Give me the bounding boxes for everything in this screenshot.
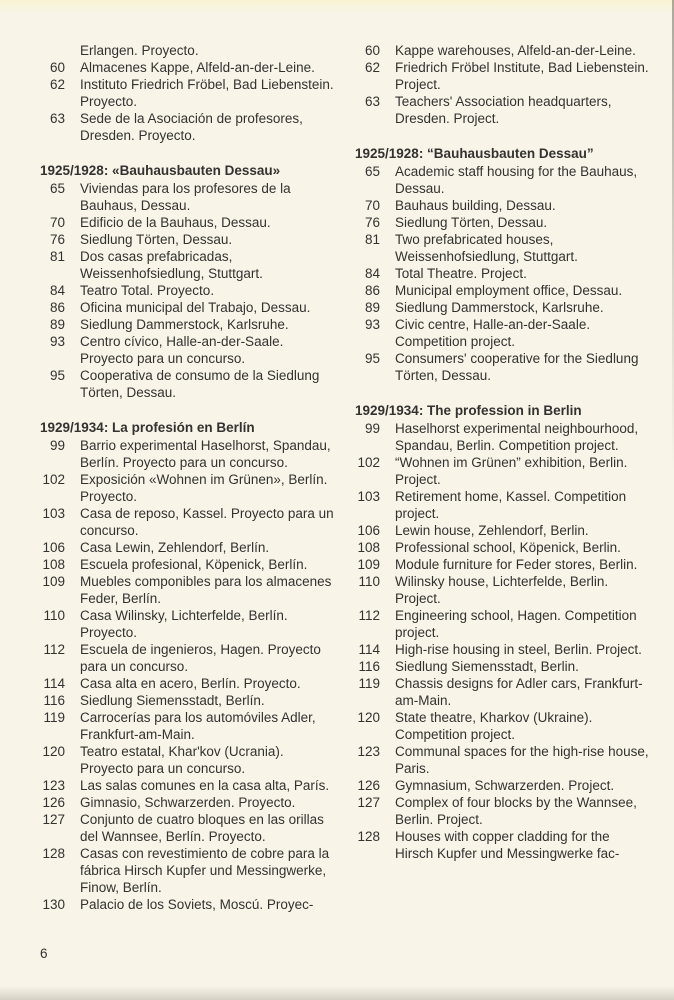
catalogue-entry bbox=[355, 488, 651, 522]
entry-text: State theatre, Kharkov (Ukraine). Competition project. bbox=[395, 710, 593, 742]
catalogue-entry bbox=[355, 163, 651, 197]
catalogue-entry bbox=[355, 197, 651, 214]
catalogue-entry bbox=[40, 845, 336, 896]
column-spanish bbox=[40, 42, 336, 913]
entry-text: Engineering school, Hagen. Competition project. bbox=[395, 608, 637, 640]
entry-text: Consumers' cooperative for the Siedlung Törten, Dessau. bbox=[395, 351, 639, 383]
section bbox=[40, 419, 336, 913]
entry-number: 62 bbox=[49, 77, 65, 92]
entry-text: Wilinsky house, Lichterfelde, Berlin. Project. bbox=[395, 574, 609, 606]
entry-text: Houses with copper cladding for the Hirsch Kupfer und Messingwerke fac- bbox=[395, 829, 620, 861]
entry-number: 81 bbox=[364, 232, 380, 247]
section bbox=[40, 42, 336, 144]
entry-number: 62 bbox=[364, 60, 380, 75]
entry-text: Casa Wilinsky, Lichterfelde, Berlín. Proyecto. bbox=[80, 608, 288, 640]
entry-text: Edificio de la Bauhaus, Dessau. bbox=[80, 215, 271, 230]
entry-text: Kappe warehouses, Alfeld-an-der-Leine. bbox=[395, 43, 636, 58]
entry-number: 128 bbox=[357, 829, 380, 844]
entry-number: 93 bbox=[364, 317, 380, 332]
catalogue-entry bbox=[355, 350, 651, 384]
catalogue-entry bbox=[355, 265, 651, 282]
entry-number: 112 bbox=[358, 608, 380, 623]
entry-number: 76 bbox=[49, 232, 65, 247]
catalogue-entry bbox=[40, 299, 336, 316]
catalogue-entry bbox=[40, 437, 336, 471]
entry-number: 76 bbox=[364, 215, 380, 230]
entry-text: Chassis designs for Adler cars, Frankfurt-am-Main. bbox=[395, 676, 643, 708]
catalogue-entry bbox=[355, 214, 651, 231]
entry-text: Dos casas prefabricadas, Weissenhofsiedlung, Stuttgart. bbox=[80, 249, 263, 281]
entry-number: 120 bbox=[42, 744, 65, 759]
entry-text: Sede de la Asociación de profesores, Dresden. Proyecto. bbox=[80, 111, 303, 143]
section-heading: 1925/1928: «Bauhausbauten Dessau» bbox=[40, 163, 281, 178]
entry-number: 112 bbox=[43, 642, 65, 657]
column-english bbox=[355, 42, 651, 913]
catalogue-entry bbox=[355, 709, 651, 743]
section bbox=[355, 42, 651, 127]
entry-number: 119 bbox=[358, 676, 380, 691]
entry-number: 109 bbox=[42, 574, 65, 589]
entry-text: Gymnasium, Schwarzerden. Project. bbox=[395, 778, 615, 793]
page-number: 6 bbox=[40, 946, 48, 961]
entry-number: 106 bbox=[357, 523, 380, 538]
catalogue-entry bbox=[40, 777, 336, 794]
entry-number: 93 bbox=[49, 334, 65, 349]
section-heading: 1929/1934: La profesión en Berlín bbox=[40, 420, 255, 435]
entry-number: 120 bbox=[357, 710, 380, 725]
entry-number: 89 bbox=[364, 300, 380, 315]
catalogue-entry bbox=[40, 59, 336, 76]
catalogue-entry bbox=[355, 522, 651, 539]
entry-text: Erlangen. Proyecto. bbox=[80, 43, 199, 58]
entry-number: 110 bbox=[43, 608, 65, 623]
entry-text: Carrocerías para los automóviles Adler, Frankfurt-am-Main. bbox=[80, 710, 316, 742]
entry-number: 114 bbox=[43, 676, 65, 691]
entry-text: Siedlung Siemensstadt, Berlín. bbox=[80, 693, 265, 708]
catalogue-entry bbox=[40, 692, 336, 709]
entry-text: “Wohnen im Grünen” exhibition, Berlin. Project. bbox=[395, 455, 628, 487]
entry-number: 130 bbox=[42, 897, 65, 912]
section bbox=[40, 162, 336, 401]
entry-number: 108 bbox=[357, 540, 380, 555]
entry-text: Total Theatre. Project. bbox=[395, 266, 527, 281]
entry-text: Gimnasio, Schwarzerden. Proyecto. bbox=[80, 795, 296, 810]
section bbox=[355, 402, 651, 862]
catalogue-entry bbox=[355, 59, 651, 93]
entry-text: Friedrich Fröbel Institute, Bad Liebenstein. Project. bbox=[395, 60, 649, 92]
catalogue-entry bbox=[40, 282, 336, 299]
entry-number: 103 bbox=[357, 489, 380, 504]
catalogue-entry bbox=[355, 454, 651, 488]
entry-text: Viviendas para los profesores de la Bauhaus, Dessau. bbox=[80, 181, 291, 213]
entry-number: 123 bbox=[357, 744, 380, 759]
catalogue-entry bbox=[355, 607, 651, 641]
entry-number: 102 bbox=[357, 455, 380, 470]
entry-number: 95 bbox=[49, 368, 65, 383]
entry-text: Casa de reposo, Kassel. Proyecto para un concurso. bbox=[80, 506, 334, 538]
catalogue-entry bbox=[40, 110, 336, 144]
entry-text: Siedlung Dammerstock, Karlsruhe. bbox=[395, 300, 604, 315]
entry-number: 110 bbox=[358, 574, 380, 589]
catalogue-entry bbox=[355, 573, 651, 607]
catalogue-entry bbox=[355, 828, 651, 862]
catalogue-entry bbox=[355, 675, 651, 709]
entry-text: Exposición «Wohnen im Grünen», Berlín. Proyecto. bbox=[80, 472, 328, 504]
entry-text: Retirement home, Kassel. Competition project. bbox=[395, 489, 627, 521]
catalogue-entry bbox=[355, 658, 651, 675]
catalogue-entry bbox=[40, 248, 336, 282]
catalogue-entry bbox=[40, 641, 336, 675]
catalogue-entry bbox=[40, 214, 336, 231]
catalogue-entry bbox=[40, 794, 336, 811]
catalogue-entry bbox=[355, 743, 651, 777]
entry-text: Academic staff housing for the Bauhaus, Dessau. bbox=[395, 164, 638, 196]
catalogue-entry bbox=[40, 471, 336, 505]
entry-number: 70 bbox=[49, 215, 65, 230]
entry-text: Haselhorst experimental neighbourhood, Spandau, Berlin. Competition project. bbox=[395, 421, 639, 453]
entry-number: 102 bbox=[42, 472, 65, 487]
catalogue-entry bbox=[40, 180, 336, 214]
catalogue-entry bbox=[40, 539, 336, 556]
catalogue-entry bbox=[40, 709, 336, 743]
catalogue-entry bbox=[40, 505, 336, 539]
scan-edge-artifact-bottom bbox=[0, 986, 674, 1000]
entry-text: Lewin house, Zehlendorf, Berlin. bbox=[395, 523, 589, 538]
catalogue-entry bbox=[355, 299, 651, 316]
entry-number: 86 bbox=[364, 283, 380, 298]
entry-text: Almacenes Kappe, Alfeld-an-der-Leine. bbox=[80, 60, 315, 75]
entry-text: Municipal employment office, Dessau. bbox=[395, 283, 623, 298]
entry-text: Oficina municipal del Trabajo, Dessau. bbox=[80, 300, 311, 315]
catalogue-entry bbox=[40, 333, 336, 367]
catalogue-entry bbox=[355, 231, 651, 265]
entry-number: 70 bbox=[364, 198, 380, 213]
catalogue-entry bbox=[355, 794, 651, 828]
entry-text: Cooperativa de consumo de la Siedlung Törten, Dessau. bbox=[80, 368, 320, 400]
entry-number: 89 bbox=[49, 317, 65, 332]
entry-text: Teatro Total. Proyecto. bbox=[80, 283, 215, 298]
catalogue-entry bbox=[355, 316, 651, 350]
catalogue-entry bbox=[355, 556, 651, 573]
entry-number: 84 bbox=[49, 283, 65, 298]
entry-text: Module furniture for Feder stores, Berlin. bbox=[395, 557, 638, 572]
catalogue-entry bbox=[40, 231, 336, 248]
entry-number: 81 bbox=[49, 249, 65, 264]
entry-text: Bauhaus building, Dessau. bbox=[395, 198, 556, 213]
entry-number: 126 bbox=[357, 778, 380, 793]
entry-number: 106 bbox=[42, 540, 65, 555]
entry-text: Las salas comunes en la casa alta, París. bbox=[80, 778, 330, 793]
entry-number: 108 bbox=[42, 557, 65, 572]
entry-number: 128 bbox=[42, 846, 65, 861]
entry-number: 119 bbox=[43, 710, 65, 725]
entry-number: 63 bbox=[49, 111, 65, 126]
entry-number: 65 bbox=[49, 181, 65, 196]
entry-number bbox=[40, 42, 65, 59]
entry-text: Centro cívico, Halle-an-der-Saale. Proyecto para un concurso. bbox=[80, 334, 284, 366]
catalogue-entry bbox=[40, 316, 336, 333]
entry-text: Complex of four blocks by the Wannsee, Berlin. Project. bbox=[395, 795, 637, 827]
entry-text: Teatro estatal, Khar'kov (Ucrania). Proyecto para un concurso. bbox=[80, 744, 284, 776]
entry-text: Teachers' Association headquarters, Dresden. Project. bbox=[395, 94, 612, 126]
catalogue-entry bbox=[40, 811, 336, 845]
catalogue-entry bbox=[40, 76, 336, 110]
entry-text: Casas con revestimiento de cobre para la fábrica Hirsch Kupfer und Messingwerke, Finow, Berlín. bbox=[80, 846, 330, 895]
entry-number: 60 bbox=[49, 60, 65, 75]
entry-number: 99 bbox=[49, 438, 65, 453]
entry-number: 60 bbox=[364, 43, 380, 58]
catalogue-entry bbox=[40, 42, 336, 59]
entry-text: Barrio experimental Haselhorst, Spandau, Berlín. Proyecto para un concurso. bbox=[80, 438, 331, 470]
catalogue-entry bbox=[355, 641, 651, 658]
catalogue-entry bbox=[355, 282, 651, 299]
entry-number: 99 bbox=[364, 421, 380, 436]
catalogue-entry bbox=[40, 556, 336, 573]
entry-number: 103 bbox=[42, 506, 65, 521]
catalogue-entry bbox=[40, 896, 336, 913]
entry-text: Siedlung Törten, Dessau. bbox=[395, 215, 548, 230]
entry-number: 116 bbox=[358, 659, 380, 674]
catalogue-entry bbox=[40, 675, 336, 692]
catalogue-entry bbox=[355, 420, 651, 454]
entry-text: Palacio de los Soviets, Moscú. Proyec- bbox=[80, 897, 314, 912]
entry-number: 126 bbox=[42, 795, 65, 810]
catalogue-entry bbox=[40, 367, 336, 401]
entry-number: 116 bbox=[43, 693, 65, 708]
entry-text: Instituto Friedrich Fröbel, Bad Liebenstein. Proyecto. bbox=[80, 77, 334, 109]
catalogue-entry bbox=[40, 607, 336, 641]
entry-number: 109 bbox=[357, 557, 380, 572]
entry-number: 127 bbox=[42, 812, 65, 827]
entry-text: Conjunto de cuatro bloques en las orillas del Wannsee, Berlín. Proyecto. bbox=[80, 812, 324, 844]
entry-text: Casa Lewin, Zehlendorf, Berlín. bbox=[80, 540, 270, 555]
entry-text: High-rise housing in steel, Berlin. Project. bbox=[395, 642, 642, 657]
entry-number: 114 bbox=[358, 642, 380, 657]
entry-number: 127 bbox=[357, 795, 380, 810]
catalogue-entry bbox=[355, 93, 651, 127]
entry-text: Escuela profesional, Köpenick, Berlín. bbox=[80, 557, 308, 572]
catalogue-entry bbox=[355, 42, 651, 59]
section bbox=[355, 145, 651, 384]
entry-number: 65 bbox=[364, 164, 380, 179]
entry-text: Siedlung Dammerstock, Karlsruhe. bbox=[80, 317, 289, 332]
entry-number: 95 bbox=[364, 351, 380, 366]
entry-text: Two prefabricated houses, Weissenhofsiedlung, Stuttgart. bbox=[395, 232, 578, 264]
catalogue-entry bbox=[355, 777, 651, 794]
entry-text: Communal spaces for the high-rise house, Paris. bbox=[395, 744, 649, 776]
entry-text: Casa alta en acero, Berlín. Proyecto. bbox=[80, 676, 301, 691]
catalogue-entry bbox=[40, 743, 336, 777]
entry-text: Civic centre, Halle-an-der-Saale. Competition project. bbox=[395, 317, 591, 349]
catalogue-entry bbox=[40, 573, 336, 607]
catalogue-entry bbox=[355, 539, 651, 556]
entry-text: Muebles componibles para los almacenes Feder, Berlín. bbox=[80, 574, 332, 606]
entry-number: 123 bbox=[42, 778, 65, 793]
entry-number: 63 bbox=[364, 94, 380, 109]
entry-text: Siedlung Törten, Dessau. bbox=[80, 232, 233, 247]
entry-number: 84 bbox=[364, 266, 380, 281]
section-heading: 1925/1928: “Bauhausbauten Dessau” bbox=[355, 146, 594, 161]
entry-text: Escuela de ingenieros, Hagen. Proyecto para un concurso. bbox=[80, 642, 321, 674]
section-heading: 1929/1934: The profession in Berlin bbox=[355, 403, 582, 418]
entry-text: Professional school, Köpenick, Berlin. bbox=[395, 540, 621, 555]
entry-number: 86 bbox=[49, 300, 65, 315]
entry-text: Siedlung Siemensstadt, Berlin. bbox=[395, 659, 579, 674]
